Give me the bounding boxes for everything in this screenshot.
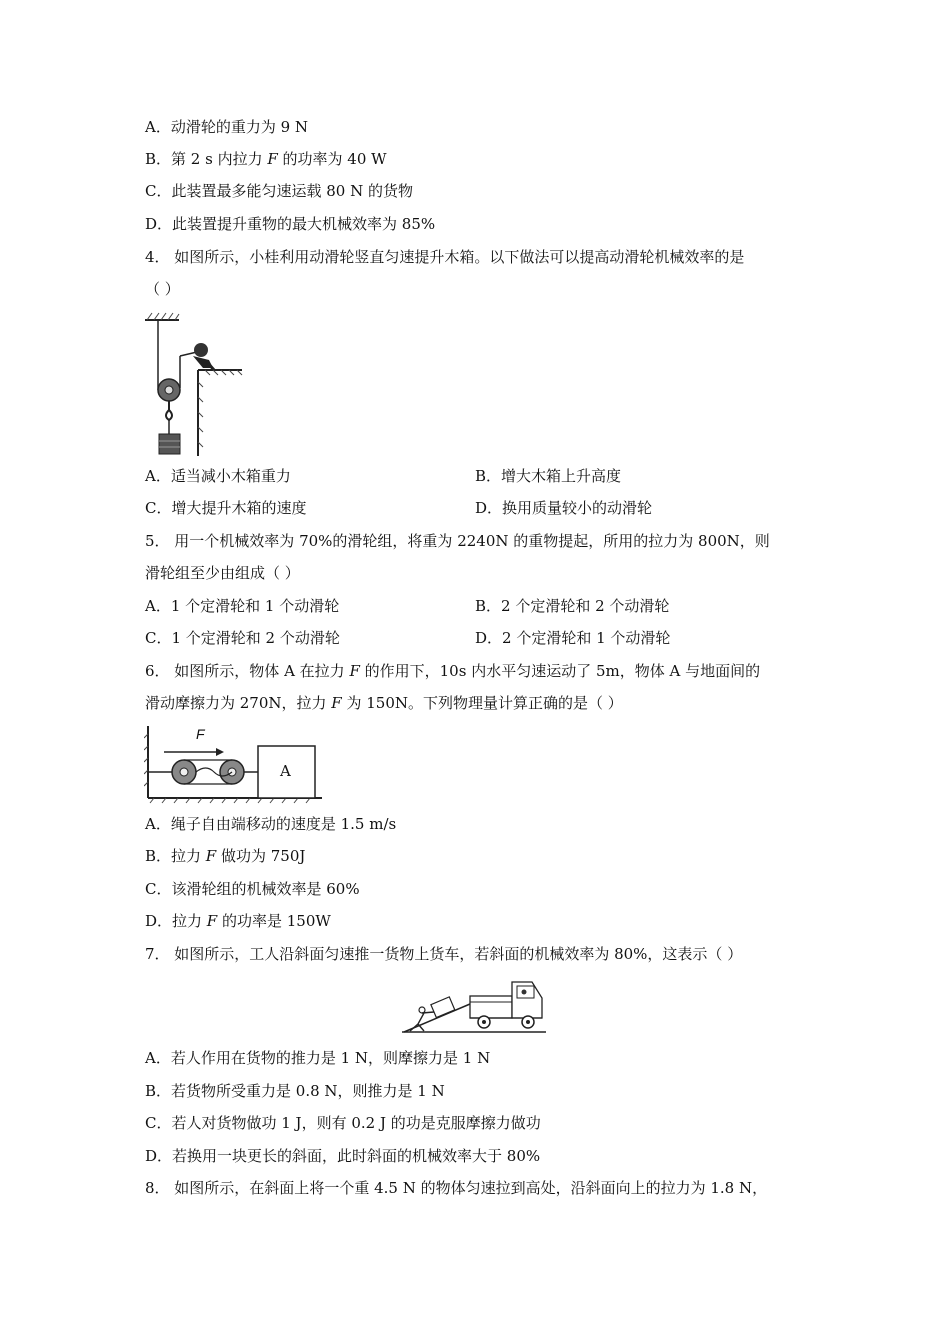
q3-option-d: D．此装置提升重物的最大机械效率为 85% [145, 215, 436, 233]
q7-stem: 7． 如图所示，工人沿斜面匀速推一货物上货车，若斜面的机械效率为 80%，这表示（ ） [145, 945, 743, 963]
q6-option-a: A．绳子自由端移动的速度是 1.5 m/s [145, 815, 397, 833]
q5-option-b: B．2 个定滑轮和 2 个动滑轮 [475, 597, 670, 615]
q3-option-c: C．此装置最多能匀速运载 80 N 的货物 [145, 182, 413, 200]
q6-option-b: B．拉力 F 做功为 750J [145, 847, 306, 865]
q6-stem-line2: 滑动摩擦力为 270N，拉力 F 为 150N。下列物理量计算正确的是（ ） [145, 694, 623, 712]
q4-option-c: C．增大提升木箱的速度 [145, 499, 307, 517]
q4-stem-line2: （ ） [145, 280, 180, 298]
q4-pulley-figure [143, 312, 245, 458]
q7-option-d: D．若换用一块更长的斜面，此时斜面的机械效率大于 80% [145, 1147, 541, 1165]
q7-option-a: A．若人作用在货物的推力是 1 N，则摩擦力是 1 N [145, 1049, 491, 1067]
q4-option-a: A．适当减小木箱重力 [145, 467, 291, 485]
q6-stem-line1: 6． 如图所示，物体 A 在拉力 F 的作用下，10s 内水平匀速运动了 5m，物体 A 与地面间的 [145, 662, 761, 680]
q5-stem-line2: 滑轮组至少由组成（ ） [145, 564, 300, 582]
q5-option-d: D．2 个定滑轮和 1 个动滑轮 [475, 629, 671, 647]
q7-option-b: B．若货物所受重力是 0.8 N，则推力是 1 N [145, 1082, 445, 1100]
q8-stem-line1: 8． 如图所示，在斜面上将一个重 4.5 N 的物体匀速拉到高处，沿斜面向上的拉力为 1.8 N， [145, 1179, 768, 1197]
q6-option-c: C．该滑轮组的机械效率是 60% [145, 880, 360, 898]
q5-option-a: A．1 个定滑轮和 1 个动滑轮 [145, 597, 340, 615]
q4-stem-line1: 4． 如图所示，小桂利用动滑轮竖直匀速提升木箱。以下做法可以提高动滑轮机械效率的是 [145, 248, 745, 266]
q6-block-label: A [280, 762, 291, 780]
q6-force-label: F [196, 726, 205, 742]
q4-option-b: B．增大木箱上升高度 [475, 467, 622, 485]
q6-option-d: D．拉力 F 的功率是 150W [145, 912, 331, 930]
q5-stem-line1: 5． 用一个机械效率为 70%的滑轮组，将重为 2240N 的重物提起，所用的拉力为 800N，则 [145, 532, 770, 550]
q3-option-b: B．第 2 s 内拉力 F 的功率为 40 W [145, 150, 387, 168]
q7-truck-figure [400, 974, 548, 1036]
q6-pulley-figure [144, 724, 324, 804]
q5-option-c: C．1 个定滑轮和 2 个动滑轮 [145, 629, 340, 647]
q3-option-a: A．动滑轮的重力为 9 N [145, 118, 309, 136]
q4-option-d: D．换用质量较小的动滑轮 [475, 499, 653, 517]
q7-option-c: C．若人对货物做功 1 J，则有 0.2 J 的功是克服摩擦力做功 [145, 1114, 541, 1132]
